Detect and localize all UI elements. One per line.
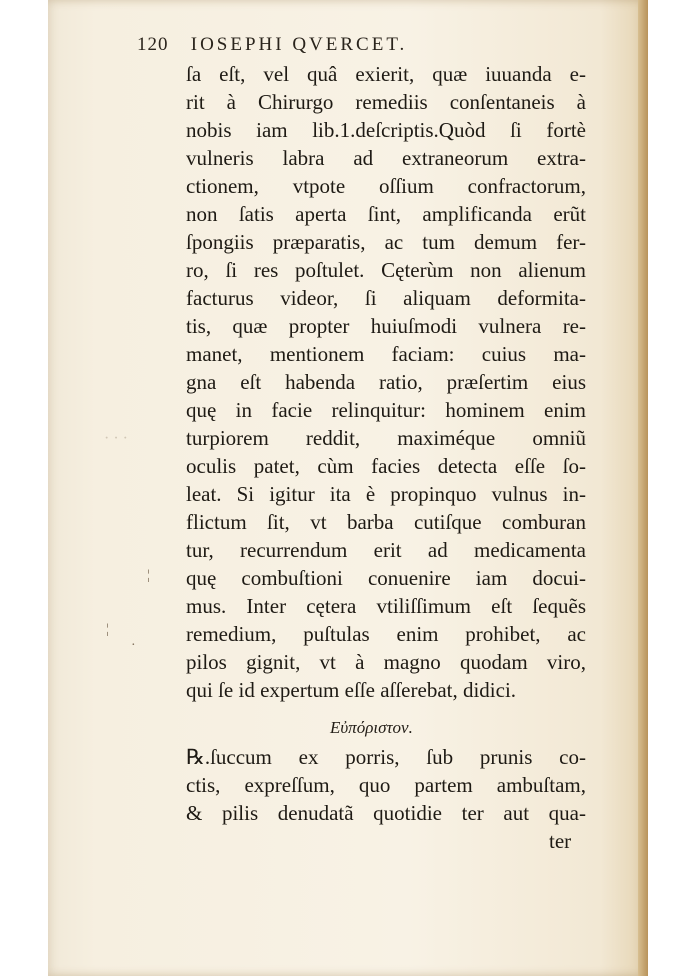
margin-mark: ¦ bbox=[106, 622, 109, 637]
text-line: facturus videor, ſi aliquam deformita- bbox=[186, 286, 586, 310]
text-line: ſa eſt, vel quâ exierit, quæ iuuanda e- bbox=[186, 62, 586, 86]
text-line: manet, mentionem faciam: cuius ma- bbox=[186, 342, 586, 366]
catchword: ter bbox=[549, 829, 572, 853]
recipe-line: ctis, expreſſum, quo partem ambuſtam, bbox=[186, 773, 586, 797]
text-line: ctionem, vtpote oſſium confractorum, bbox=[186, 174, 586, 198]
text-line: quę in facie relinquitur: hominem enim bbox=[186, 398, 586, 422]
recipe-line: & pilis denudatã quotidie ter aut qua- bbox=[186, 801, 586, 825]
text-line: vulneris labra ad extraneorum extra- bbox=[186, 146, 586, 170]
text-line: tur, recurrendum erit ad medicamenta bbox=[186, 538, 586, 562]
main-text-block bbox=[186, 60, 586, 704]
text-line: ſpongiis præparatis, ac tum demum fer- bbox=[186, 230, 586, 254]
text-line: qui ſe id expertum eſſe aſſerebat, didici. bbox=[186, 678, 517, 702]
text-line: quę combuſtioni conuenire iam docui- bbox=[186, 566, 586, 590]
text-line: remedium, puſtulas enim prohibet, ac bbox=[186, 622, 586, 646]
text-line: rit à Chirurgo remediis conſentaneis à bbox=[186, 90, 586, 114]
text-line: oculis patet, cùm facies detecta eſſe ſo- bbox=[186, 454, 586, 478]
margin-mark: ¦ bbox=[147, 568, 150, 583]
text-line: turpiorem reddit, maximéque omniũ bbox=[186, 426, 586, 450]
page-edge bbox=[638, 0, 648, 976]
text-line: ro, ſi res poſtulet. Cęterùm non alienum bbox=[186, 258, 586, 282]
text-line: non ſatis aperta ſint, amplificanda erũt bbox=[186, 202, 586, 226]
text-line: flictum ſit, vt barba cutiſque comburan bbox=[186, 510, 586, 534]
margin-mark: · bbox=[131, 638, 136, 653]
text-line: leat. Si igitur ita è propinquo vulnus in- bbox=[186, 482, 586, 506]
recipe-line: ℞.ſuccum ex porris, ſub prunis co- bbox=[186, 745, 586, 769]
greek-heading: Εὐπόριστον. bbox=[330, 718, 413, 737]
recipe-block bbox=[186, 743, 586, 827]
page-number: 120 bbox=[137, 34, 169, 55]
running-title: IOSEPHI QVERCET. bbox=[190, 34, 408, 55]
text-line: pilos gignit, vt à magno quodam viro, bbox=[186, 650, 586, 674]
text-line: gna eſt habenda ratio, præſertim eius bbox=[186, 370, 586, 394]
running-header bbox=[137, 34, 517, 56]
text-line: mus. Inter cętera vtiliſſimum eſt ſequẽs bbox=[186, 594, 586, 618]
text-line: nobis iam lib.1.deſcriptis.Quòd ſi fortè bbox=[186, 118, 586, 142]
text-line: tis, quæ propter huiuſmodi vulnera re- bbox=[186, 314, 586, 338]
bleed-through-mark: · · · bbox=[104, 430, 128, 447]
